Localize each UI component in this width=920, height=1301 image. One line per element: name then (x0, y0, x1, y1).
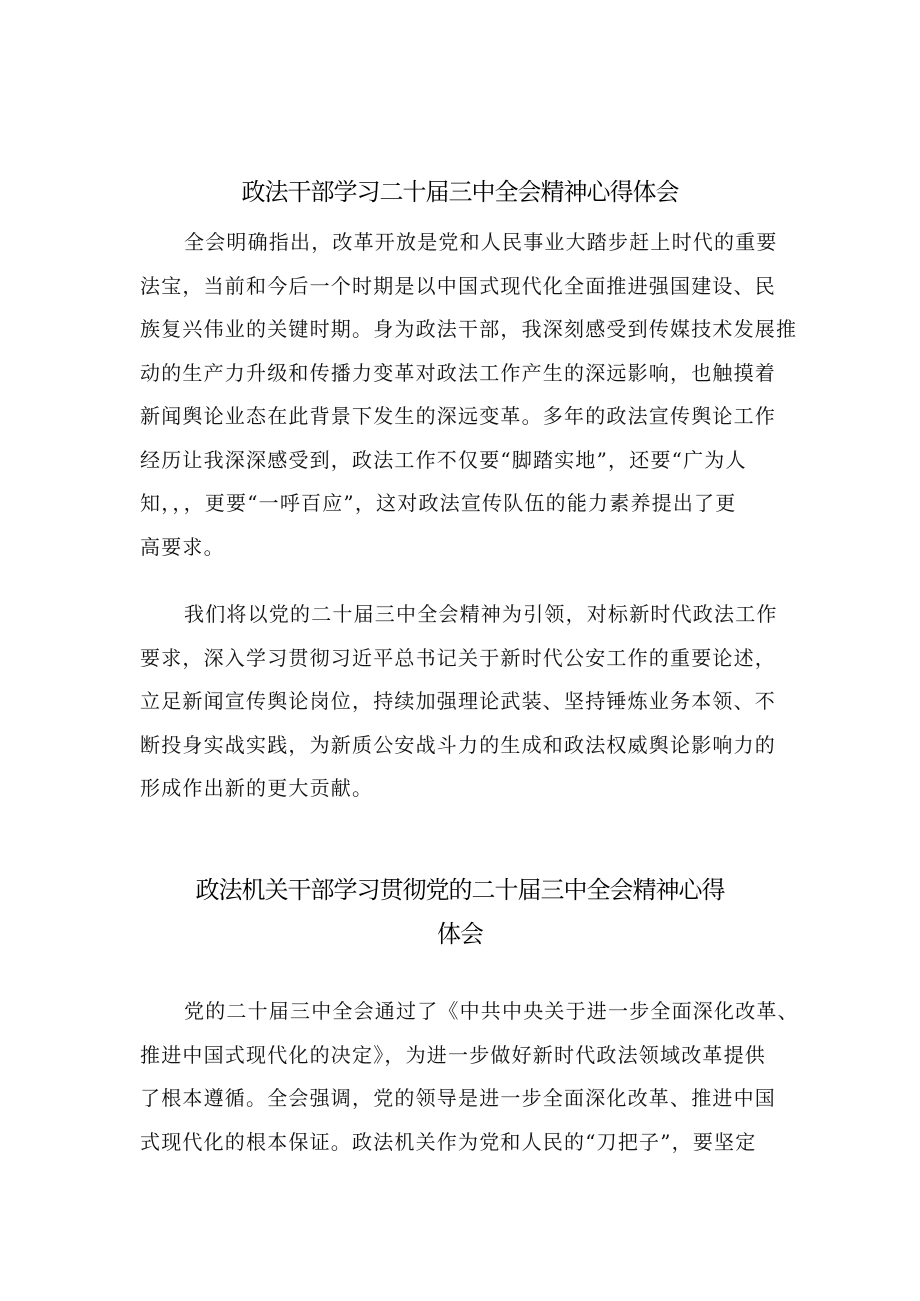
paragraph-line: 立足新闻宣传舆论岗位，持续加强理论武装、坚持锤炼业务本领、不 (140, 689, 776, 713)
paragraph-line: 高要求。 (140, 534, 225, 559)
paragraph-line: 法宝，当前和今后一个时期是以中国式现代化全面推进强国建设、民 (140, 273, 776, 298)
paragraph-line: 动的生产力升级和传播力变革对政法工作产生的深远影响，也触摸着 (140, 360, 776, 385)
paragraph-line: 知，，，更要“一呼百应”，这对政法宣传队伍的能力素养提出了更 (140, 491, 737, 515)
paragraph-line: 断投身实战实践，为新质公安战斗力的生成和政法权威舆论影响力的 (140, 732, 776, 757)
paragraph-line: 全会明确指出，改革开放是党和人民事业大踏步赶上时代的重要 (184, 230, 778, 254)
paragraph-line: 式现代化的根本保证。政法机关作为党和人民的“刀把子”，要坚定 (140, 1129, 757, 1154)
paragraph-line: 党的二十届三中全会通过了《中共中央关于进一步全面深化改革、 (184, 999, 799, 1023)
article-1-paragraph-2 (140, 593, 784, 811)
article-2-title (0, 868, 920, 955)
paragraph-line: 族复兴伟业的关键时期。身为政法干部，我深刻感受到传媒技术发展推 (140, 317, 798, 341)
article-2-paragraph-1 (140, 990, 799, 1164)
paragraph-line: 经历让我深深感受到，政法工作不仅要“脚踏实地”，还要“广为人 (140, 447, 747, 472)
article-1-paragraph-1 (140, 221, 798, 569)
paragraph-line: 了根本遵循。全会强调，党的领导是进一步全面深化改革、推进中国 (140, 1086, 776, 1110)
article-1-title: 政法干部学习二十届三中全会精神心得体会 (241, 178, 679, 206)
paragraph-line: 推进中国式现代化的决定》，为进一步做好新时代政法领域改革提供 (140, 1042, 766, 1067)
paragraph-line: 形成作出新的更大贡献。 (140, 776, 374, 800)
paragraph-line: 我们将以党的二十届三中全会精神为引领，对标新时代政法工作 (184, 602, 778, 626)
paragraph-line: 新闻舆论业态在此背景下发生的深远变革。多年的政法宣传舆论工作 (140, 404, 776, 428)
title-line: 体会 (437, 919, 483, 948)
paragraph-line: 要求，深入学习贯彻习近平总书记关于新时代公安工作的重要论述， (140, 645, 776, 670)
title-line: 政法机关干部学习贯彻党的二十届三中全会精神心得 (195, 876, 725, 904)
